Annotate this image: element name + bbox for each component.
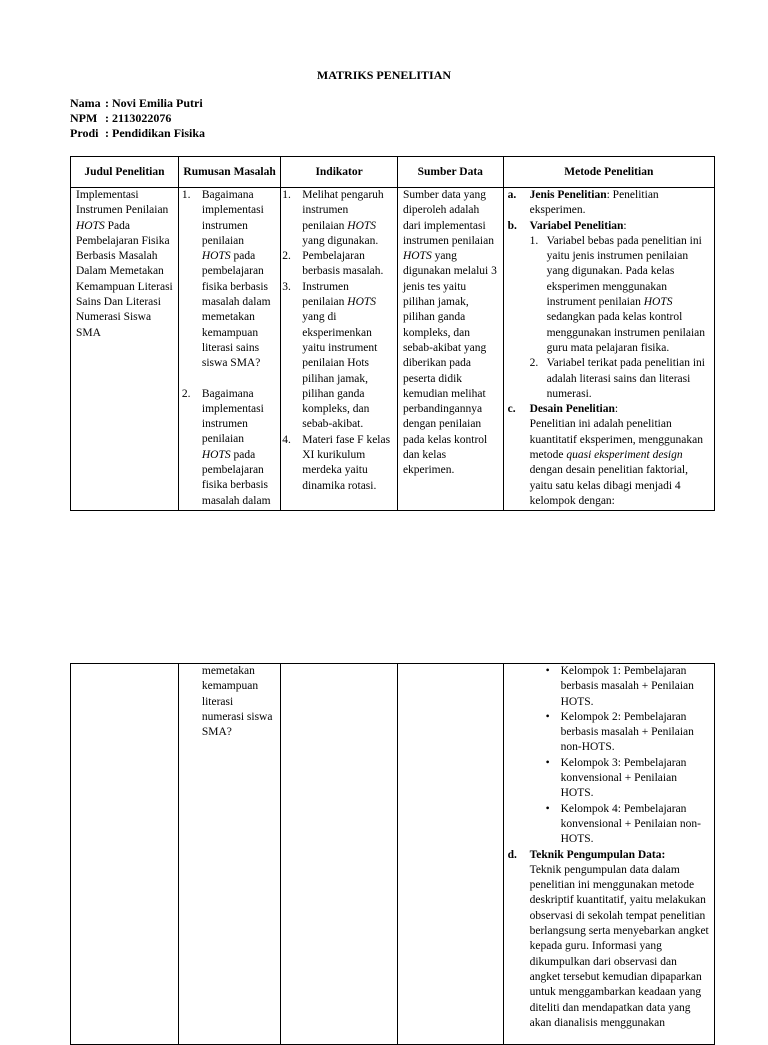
list-item: 1. Bagaimana implementasi instrumen penilaian HOTS pada pembelajaran fisika berbasis masalah dalam memetakan kemampuan literasi sains siswa SMA?	[181, 189, 271, 370]
header-row	[71, 157, 715, 188]
research-matrix-table	[70, 156, 715, 511]
meta-npm: NPM : 2113022076	[70, 111, 172, 125]
header-judul: Judul Penelitian	[71, 157, 179, 188]
list-item: • Kelompok 4: Pembelajaran konvensional + Penilaian non-HOTS.	[545, 802, 701, 846]
teknik-text: Teknik pengumpulan data dalam penelitian ini menggunakan metode deskriptif kuantitatif, yaitu melakukan observasi di sekolah tempat penelitian berlangsung serta menyebarkan angket kepada guru. Informasi yang dikumpulkan dari observasi dan angket tersebut kemudian dipaparkan untuk menggambarkan keadaan yang diteliti dan mendapatkan data yang akan dianalisis menggunakan	[529, 863, 709, 1029]
cell-metode	[503, 664, 714, 1045]
meta-prodi: Prodi : Pendidikan Fisika	[70, 126, 206, 140]
metode-teknik: d. Teknik Pengumpulan Data:	[507, 848, 666, 861]
cell-rumusan	[178, 188, 280, 511]
list-item: 2. Bagaimana implementasi instrumen penilaian HOTS pada pembelajaran fisika berbasis masalah dalam	[181, 387, 271, 507]
list-item: 3. Instrumen penilaian HOTS yang di eksperimenkan yaitu instrument penilaian Hots pilihan jamak, pilihan ganda kompleks, dan sebab-akibat.	[282, 280, 378, 431]
header-indikator: Indikator	[281, 157, 398, 188]
header-metode: Metode Penelitian	[503, 157, 714, 188]
list-item: 4. Materi fase F kelas XI kurikulum merdeka yaitu dinamika rotasi.	[282, 433, 391, 492]
rumusan-list	[182, 188, 275, 509]
list-item: • Kelompok 1: Pembelajaran berbasis masalah + Penilaian HOTS.	[545, 665, 694, 708]
cell-sumber: Sumber data yang diperoleh adalah dari implementasi instrumen penilaian HOTS yang digunakan melalui 3 jenis tes yaitu pilihan jamak, pilihan ganda kompleks, dan sebab-akibat yang diberikan pada peserta didik kemudian melihat perbandingannya dengan penilaian pada kelas kontrol dan kelas ekperimen.	[397, 188, 503, 511]
table-row	[71, 664, 715, 1045]
indikator-list	[282, 188, 392, 494]
cell-judul	[71, 664, 179, 1045]
cell-judul: Implementasi Instrumen Penilaian HOTS Pada Pembelajaran Fisika Berbasis Masalah Dalam Memetakan Kemampuan Literasi Sains Dan Literasi Numerasi Siswa SMA	[71, 188, 179, 511]
metode-variabel: b. Variabel Penelitian:	[507, 219, 627, 232]
cell-metode	[503, 188, 714, 511]
cell-indikator	[281, 664, 398, 1045]
list-item: • Kelompok 3: Pembelajaran konvensional + Penilaian HOTS.	[545, 756, 687, 800]
list-item: • Kelompok 2: Pembelajaran berbasis masalah + Penilaian non-HOTS.	[545, 710, 694, 754]
variabel-list	[508, 234, 709, 402]
kelompok-list	[543, 664, 709, 848]
table-row	[71, 188, 715, 511]
metode-desain: c. Desain Penelitian:	[507, 403, 619, 416]
list-item: 1. Melihat pengaruh instrumen penilaian HOTS yang digunakan.	[282, 189, 384, 247]
header-rumusan: Rumusan Masalah	[178, 157, 280, 188]
list-item: 1. Variabel bebas pada penelitian ini yaitu jenis instrumen penilaian yang digunakan. Pada kelas eksperimen menggunakan instrument penilaian HOTS sedangkan pada kelas kontrol menggunakan instrumen penilaian guru mata pelajaran fisika.	[529, 234, 706, 354]
desain-text: Penelitian ini adalah penelitian kuantitatif eksperimen, menggunakan metode quasi eksperiment design dengan desain penelitian faktorial, yaitu satu kelas dibagi menjadi 4 kelompok dengan:	[529, 418, 704, 507]
cell-rumusan: memetakan kemampuan literasi numerasi siswa SMA?	[178, 664, 280, 1045]
metode-jenis: a. Jenis Penelitian: Penelitian eksperimen.	[507, 189, 659, 217]
meta-nama: Nama : Novi Emilia Putri	[70, 96, 203, 110]
cell-sumber	[397, 664, 503, 1045]
list-item: 2. Variabel terikat pada penelitian ini adalah literasi sains dan literasi numerasi.	[529, 357, 705, 400]
document-title: MATRIKS PENELITIAN	[316, 68, 452, 82]
list-item: 2. Pembelajaran berbasis masalah.	[282, 250, 384, 278]
header-sumber: Sumber Data	[397, 157, 503, 188]
research-matrix-table-continued	[70, 663, 715, 1045]
cell-indikator	[281, 188, 398, 511]
